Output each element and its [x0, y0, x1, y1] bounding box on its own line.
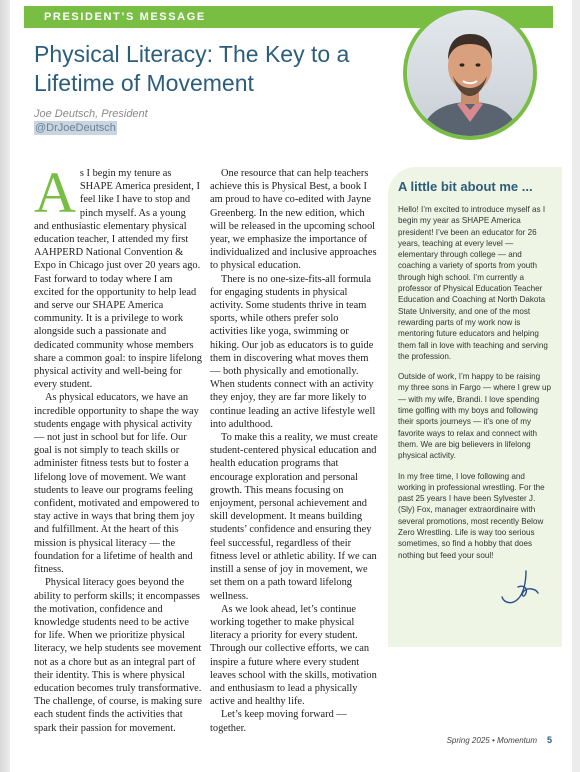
author-social-handle: @DrJoeDeutsch	[35, 122, 116, 134]
article-paragraph: One resource that can help teachers achieve this is Physical Best, a book I am proud to have co-edited with Jayne Greenberg. In the new edition, which will be released in the upcoming school year, we emphasize the importance of individualized and inclusive approaches to physical education.	[210, 168, 377, 272]
article-byline: Joe Deutsch, President	[34, 108, 148, 120]
section-banner-label: PRESIDENT’S MESSAGE	[44, 11, 206, 23]
page-shadow	[0, 0, 10, 772]
magazine-page	[10, 0, 572, 772]
article-headline: Physical Literacy: The Key to a Lifetime of Movement	[34, 41, 350, 96]
author-portrait-photo	[403, 6, 537, 140]
sidebar-paragraph: In my free time, I love following and working in professional wrestling. For the past 25 years I have been Sylvester J. (Sly) Fox, manager extraordinaire with several promotions, most recently Below Zero Wrestling. Life is way too serious sometimes, so find a hobby that does nothing but feed your soul!	[398, 471, 545, 560]
article-paragraph: Physical literacy goes beyond the ability to perform skills; it encompasses the motivation, confidence and knowledge students need to be active for life. When we prioritize physical literacy, we help students see movement not as a chore but as an integral part of their identity. This is where physical education becomes truly transformative. The challenge, of course, is making sure each student finds the activities that spark their passion for movement.	[34, 577, 202, 734]
sidebar-paragraph: Outside of work, I’m happy to be raising my three sons in Fargo — where I grew up — with my wife, Brandi. I love spending time golfing with my boys and following their sports journeys — it’s one of my favorite ways to relax and connect with them. We are big believers in lifelong physical activity.	[398, 372, 551, 461]
portrait-illustration	[407, 10, 533, 136]
sidebar-paragraph: Hello! I’m excited to introduce myself as I begin my year as SHAPE America president! I’ve been an educator for 26 years, teaching at every level — elementary through college — and coaching a variety of sports from youth through high school. I’m currently a professor of Physical Education Teacher Education and Coaching at North Dakota State University, and one of the most rewarding parts of my work now is mentoring future educators and helping them fall in love with teaching and serving the profession.	[398, 205, 548, 361]
article-paragraph: As physical educators, we have an incredible opportunity to shape the way students engage with physical activity — not just in school but for life. Our goal is not simply to teach skills or administer fitness tests but to foster a lifelong love of movement. We want students to leave our programs feeling confident, motivated and empowered to stay active in ways that bring them joy and fulfillment. At the heart of this mission is physical literacy — the foundation for a lifetime of health and fitness.	[34, 392, 200, 576]
article-column-2	[210, 167, 378, 735]
article-column-1	[34, 160, 202, 735]
about-me-sidebar	[388, 167, 562, 647]
signature-icon	[496, 567, 544, 607]
page-number: 5	[546, 735, 552, 745]
article-paragraph: s I begin my tenure as SHAPE America president, I feel like I have to stop and pinch myself. As a young and enthusiastic elementary physical education teacher, I attended my first AAHPERD National Convention & Expo in Chicago just over 20 years ago. Fast forward to today where I am excited for the opportunity to help lead and serve our SHAPE America community. It is a privilege to work alongside such a passionate and dedicated community whose members share a common goal: to inspire lifelong physical activity and well-being for every student.	[34, 168, 202, 391]
article-paragraph: There is no one-size-fits-all formula for engaging students in physical activity. Some students thrive in team sports, while others prefer solo activities like yoga, swimming or hiking. Our job as educators is to guide them in discovering what moves them — both physically and emotionally. When students connect with an activity they enjoy, they are far more likely to continue leading an active lifestyle well into adulthood.	[210, 273, 376, 430]
article-paragraph: Let’s keep moving forward — together.	[210, 709, 347, 734]
issue-label: Spring 2025 • Momentum	[446, 736, 537, 745]
article-paragraph: As we look ahead, let’s continue working together to make physical literacy a priority for every student. Through our collective efforts, we can inspire a future where every student leaves school with the skills, motivation and enthusiasm to lead a physically active and healthy life.	[210, 603, 377, 708]
article-paragraph: To make this a reality, we must create student-centered physical education and health education programs that encourage exploration and personal growth. This means focusing on enjoyment, personal achievement and skill development. It means building students’ confidence and ensuring they feel successful, regardless of their fitness level or athletic ability. If we can instill a sense of joy in movement, we set them on a path toward lifelong wellness.	[210, 432, 378, 602]
page-edge	[572, 0, 580, 772]
drop-cap: A	[34, 160, 76, 225]
page-footer	[447, 734, 552, 747]
sidebar-title: A little bit about me ...	[398, 179, 533, 194]
